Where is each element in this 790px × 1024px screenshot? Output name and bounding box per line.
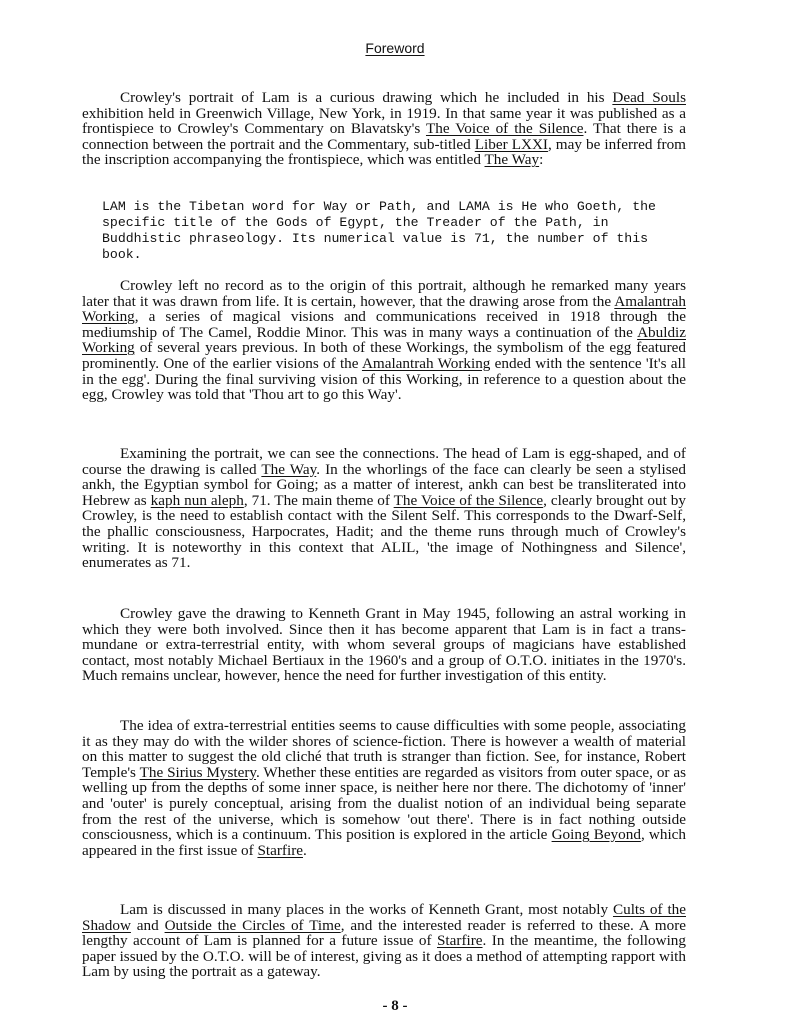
text-run: Crowley's portrait of Lam is a curious drawing which he included in his (120, 89, 613, 106)
text-run: Crowley left no record as to the origin of this portrait, although he remarked many years later that it was drawn from life. It is certain, however, that the drawing arose from the (82, 277, 686, 310)
paragraph (82, 278, 686, 403)
text-run: Examining the portrait, we can see the connections. The head of Lam is egg-shaped, and of course the drawing is called (82, 445, 686, 478)
underlined-title: Dead Souls (612, 89, 686, 106)
block-quote: LAM is the Tibetan word for Way or Path, and LAMA is He who Goeth, the specific title of the Gods of Egypt, the Treader of the Path, in Buddhistic phraseology. Its numerical value is 71, the number of this book. (102, 199, 656, 262)
paragraph (82, 606, 686, 684)
text-run: The idea of extra-terrestrial entities seems to cause difficulties with some people, associating it as they may do with the wilder shores of science-fiction. There is however a wealth of material on this matter to suggest the old cliché that truth is stranger than fiction. See, for instance, Robert Temple's (82, 717, 686, 781)
paragraph-3-block (82, 446, 686, 571)
text-run: . (303, 841, 307, 859)
underlined-title: The Voice of the Silence (425, 120, 584, 138)
underlined-title: The Way (261, 460, 317, 478)
underlined-title: Going Beyond (551, 826, 641, 844)
text-run: , 71. The main theme of (243, 491, 394, 509)
underlined-title: Amalantrah Working (82, 292, 686, 326)
paragraph (82, 90, 686, 168)
underlined-title: Outside the Circles of Time (164, 916, 341, 934)
underlined-title: The Sirius Mystery (139, 763, 257, 781)
text-run: . In the meantime, the following paper issued by the O.T.O. will be of interest, giving as it does a method of attempting rapport with Lam by using the portrait as a gateway. (82, 932, 686, 981)
paragraph-4-block (82, 606, 686, 684)
text-run: : (539, 151, 544, 169)
underlined-title: kaph nun aleph (150, 491, 244, 509)
text-run: Crowley gave the drawing to Kenneth Grant in May 1945, following an astral working in which they were both involved. Since then it has become apparent that Lam is in fact a trans-mundane or extra-terrestrial entity, with whom several groups of magicians have established contact, most notably Michael Bertiaux in the 1960's and a group of O.T.O. initiates in the 1970's. Much remains unclear, however, hence the need for further investigation of this entity. (82, 605, 686, 685)
underlined-title: Cults of the Shadow (82, 901, 686, 934)
text-run: and (130, 916, 165, 934)
underlined-title: The Voice of the Silence (393, 491, 544, 509)
paragraph-2-block (82, 278, 686, 403)
underlined-title: Amalantrah Working (361, 354, 491, 372)
page-title (0, 40, 790, 56)
paragraph (82, 718, 686, 858)
text-run: exhibition held in Greenwich Village, New York, in 1919. In that same year it was published as a frontispiece to Crowley's Commentary on Blavatsky's (82, 104, 686, 138)
underlined-title: Liber LXXI (474, 135, 548, 153)
underlined-title: Starfire (257, 841, 303, 859)
text-run: of several years previous. In both of these Workings, the symbolism of the egg featured prominently. One of the earlier visions of the (82, 339, 686, 372)
text-run: , clearly brought out by Crowley, is the need to establish contact with the Silent Self. This corresponds to the Dwarf-Self, the phallic consciousness, Harpocrates, Hadit; and the theme runs through much of Crowley's writing. It is noteworthy in this context that ALIL, 'the image of Nothingness and Silence', enumerates as 71. (82, 491, 686, 572)
text-run: , a series of magical visions and communications received in 1918 through the mediumship of The Camel, Roddie Minor. This was in many ways a continuation of the (82, 308, 686, 341)
text-run: Lam is discussed in many places in the works of Kenneth Grant, most notably (120, 901, 613, 918)
underlined-title: The Way (484, 151, 540, 169)
text-run: , and the interested reader is referred to these. A more lengthy account of Lam is planned for a future issue of (82, 916, 686, 950)
underlined-title: Abuldiz Working (82, 323, 686, 357)
title-text: Foreword (365, 40, 425, 56)
text-run: . Whether these entities are regarded as visitors from outer space, or as welling up from the depths of some inner space, is neither here nor there. The dichotomy of 'inner' and 'outer' is purely conceptual, arising from the dualist notion of an individual being separate from the rest of the universe, which is somehow 'out there'. There is in fact nothing outside consciousness, which is a continuum. This position is explored in the article (82, 763, 686, 844)
paragraph-6-block (82, 902, 686, 980)
text-run: ended with the sentence 'It's all in the egg'. During the final surviving vision of this Working, in reference to a question about the egg, Crowley was told that 'Thou art to go this Way'. (82, 354, 686, 404)
text-run: , may be inferred from the inscription accompanying the frontispiece, which was entitled (82, 135, 686, 169)
page-number: - 8 - (382, 998, 408, 1014)
text-run: , which appeared in the first issue of (82, 826, 686, 859)
paragraph-1-block (82, 90, 686, 168)
text-run: . In the whorlings of the face can clearly be seen a stylised ankh, the Egyptian symbol for Going; as a matter of interest, ankh can best be transliterated into Hebrew as (82, 460, 686, 509)
paragraph (82, 446, 686, 571)
paragraph-5-block (82, 718, 686, 858)
paragraph (82, 902, 686, 980)
underlined-title: Starfire (436, 932, 483, 950)
text-run: . That there is a connection between the portrait and the Commentary, sub-titled (82, 120, 686, 153)
